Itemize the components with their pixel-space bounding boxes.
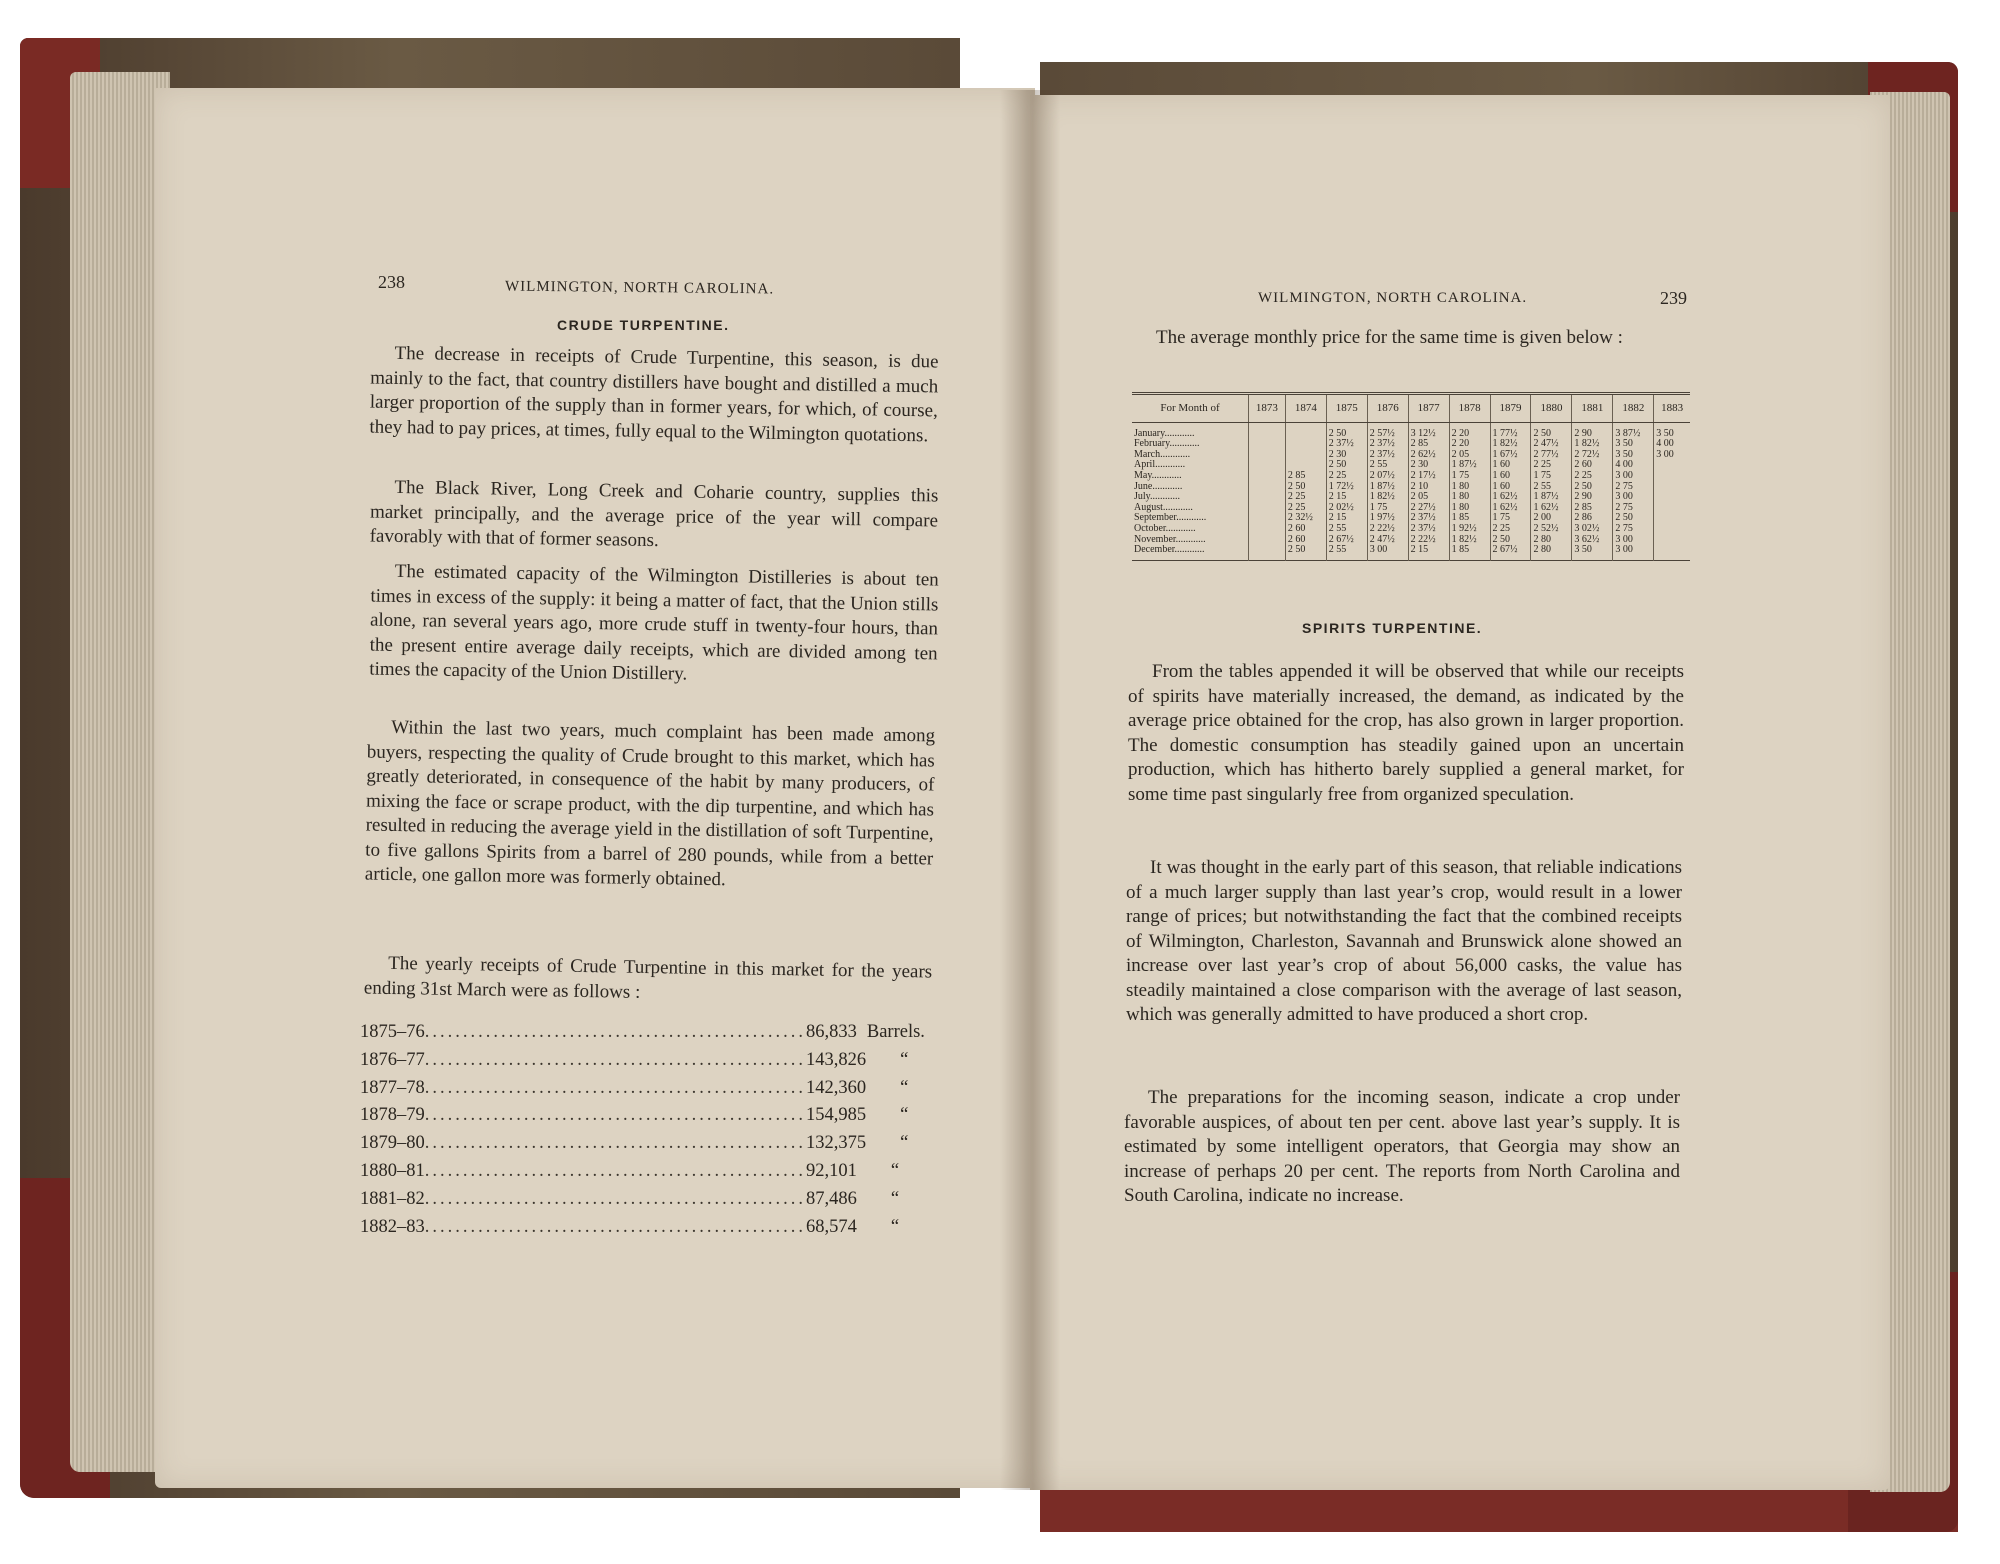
- table-cell: 2 05: [1449, 450, 1490, 461]
- table-cell: 3 00: [1613, 545, 1654, 560]
- table-month-cell: September............: [1132, 513, 1249, 524]
- table-cell: 1 85: [1449, 513, 1490, 524]
- dot-leader: ..................................................: [424, 1077, 806, 1098]
- table-cell: 3 50: [1613, 439, 1654, 450]
- table-cell: 2 86: [1572, 513, 1613, 524]
- right-section-title: SPIRITS TURPENTINE.: [1302, 620, 1483, 636]
- table-cell: [1249, 482, 1286, 493]
- table-cell: 1 85: [1449, 545, 1490, 560]
- table-cell: 1 97½: [1367, 513, 1408, 524]
- table-header-row: [1132, 394, 1690, 423]
- table-cell: 2 85: [1285, 471, 1326, 482]
- table-cell: [1249, 524, 1286, 535]
- receipts-unit: “: [900, 1049, 909, 1070]
- table-header: 1880: [1531, 394, 1572, 423]
- table-cell: 2 10: [1408, 482, 1449, 493]
- receipts-year: 1877–78: [360, 1077, 425, 1098]
- table-cell: 2 60: [1285, 535, 1326, 546]
- receipts-amount: 92,101: [806, 1160, 857, 1181]
- table-cell: 3 62½: [1572, 535, 1613, 546]
- table-cell: 2 25: [1285, 503, 1326, 514]
- left-paragraph-5: The yearly receipts of Crude Turpentine in this market for the years ending 31st March were as follows :: [363, 952, 933, 1003]
- table-cell: 2 25: [1490, 524, 1531, 535]
- table-cell: 1 92½: [1449, 524, 1490, 535]
- table-cell: 1 80: [1449, 482, 1490, 493]
- table-month-cell: October............: [1132, 524, 1249, 535]
- receipts-amount: 87,486: [806, 1188, 857, 1209]
- table-cell: 3 00: [1613, 535, 1654, 546]
- receipts-unit: Barrels.: [866, 1022, 925, 1042]
- table-cell: 1 82½: [1572, 439, 1613, 450]
- table-cell: 1 80: [1449, 503, 1490, 514]
- table-cell: 3 00: [1613, 492, 1654, 503]
- table-month-cell: December............: [1132, 545, 1249, 560]
- dot-leader: ..................................................: [424, 1188, 806, 1209]
- table-cell: 2 80: [1531, 535, 1572, 546]
- table-cell: 2 47½: [1367, 535, 1408, 546]
- receipts-year: 1875–76: [360, 1022, 425, 1042]
- table-cell: 2 85: [1572, 503, 1613, 514]
- table-cell: 3 00: [1656, 448, 1674, 460]
- table-cell: 2 32½: [1285, 513, 1326, 524]
- right-paragraph-1: From the tables appended it will be observed that while our receipts of spirits have materially increased, the demand, as indicated by the average price obtained for the crop, has also grown in larger proportion. The domestic consumption has steadily gained upon an uncertain production, which has hitherto barely supplied a general market, for some time past singularly free from organized speculation.: [1128, 661, 1684, 805]
- table-cell: [1249, 535, 1286, 546]
- table-cell: 2 50: [1531, 422, 1572, 439]
- table-header: 1879: [1490, 394, 1531, 423]
- table-cell: 1 87½: [1449, 460, 1490, 471]
- table-cell: 3 00: [1613, 471, 1654, 482]
- table-cell: [1249, 492, 1286, 503]
- table-row: [1132, 471, 1690, 482]
- receipts-amount: 142,360: [806, 1077, 867, 1098]
- table-cell: 4 00: [1613, 460, 1654, 471]
- table-cell: 1 75: [1449, 471, 1490, 482]
- table-cell: 2 25: [1531, 460, 1572, 471]
- table-cell: 2 50: [1490, 535, 1531, 546]
- right-paragraph-2: It was thought in the early part of this season, that reliable indications of a much larger supply than last year’s crop, would result in a lower range of prices; but notwithstanding the fact that the combined receipts of Wilmington, Charleston, Savannah and Brunswick alone showed an increase over last year’s crop of about 56,000 casks, the value has steadily maintained a close comparison with the average of last season, which was generally admitted to have produced a short crop.: [1126, 857, 1682, 1025]
- table-cell: 1 75: [1367, 503, 1408, 514]
- table-row: [1132, 524, 1690, 535]
- receipts-unit: “: [890, 1216, 900, 1237]
- table-cell: 2 50: [1285, 545, 1326, 560]
- table-cell: 2 47½: [1531, 439, 1572, 450]
- table-cell: [1249, 513, 1286, 524]
- receipts-row: [360, 1050, 920, 1078]
- table-cell: 2 27½: [1408, 503, 1449, 514]
- table-header: 1878: [1449, 394, 1490, 423]
- table-cell: 4 00: [1656, 438, 1674, 450]
- receipts-row: [360, 1189, 920, 1217]
- table-cell: [1654, 524, 1690, 535]
- table-cell: 2 60: [1285, 524, 1326, 535]
- table-header: 1874: [1285, 394, 1326, 423]
- table-cell: 2 15: [1326, 513, 1367, 524]
- table-cell: 1 60: [1490, 471, 1531, 482]
- table-month-cell: July............: [1132, 492, 1249, 503]
- table-cell: 2 17½: [1408, 471, 1449, 482]
- table-cell: [1654, 535, 1690, 546]
- table-cell: [1249, 471, 1286, 482]
- receipts-row: [360, 1161, 920, 1189]
- table-cell: 1 75: [1531, 471, 1572, 482]
- dot-leader: ..................................................: [424, 1105, 806, 1126]
- table-cell: 2 25: [1326, 471, 1367, 482]
- dot-leader: ..................................................: [424, 1049, 806, 1070]
- dot-leader: ..................................................: [424, 1216, 806, 1237]
- receipts-unit: “: [890, 1188, 900, 1209]
- table-cell: [1654, 482, 1690, 493]
- table-cell: 1 67½: [1490, 450, 1531, 461]
- table-cell: 2 37½: [1408, 513, 1449, 524]
- right-running-head: WILMINGTON, NORTH CAROLINA.: [1258, 290, 1528, 306]
- table-header: 1877: [1408, 394, 1449, 423]
- table-cell: 2 20: [1449, 439, 1490, 450]
- table-cell: [1654, 545, 1690, 560]
- table-cell: 2 25: [1285, 492, 1326, 503]
- table-cell: 2 55: [1367, 460, 1408, 471]
- table-cell: 2 25: [1572, 471, 1613, 482]
- table-month-cell: April............: [1132, 460, 1249, 471]
- table-cell: 3 02½: [1572, 524, 1613, 535]
- table-cell: 3 50: [1613, 450, 1654, 461]
- table-cell: 1 62½: [1490, 492, 1531, 503]
- table-cell: 1 87½: [1367, 482, 1408, 493]
- receipts-unit: “: [900, 1105, 909, 1126]
- table-cell: 2 37½: [1367, 439, 1408, 450]
- table-cell: 3 00: [1367, 545, 1408, 560]
- table-cell: 3 50: [1656, 427, 1674, 439]
- table-cell: 1 60: [1490, 460, 1531, 471]
- receipts-year: 1881–82: [360, 1188, 425, 1209]
- table-cell: [1249, 439, 1286, 450]
- table-cell: 2 75: [1613, 524, 1654, 535]
- table-cell: 2 75: [1613, 482, 1654, 493]
- table-cell: 1 62½: [1490, 503, 1531, 514]
- table-cell: 2 75: [1613, 503, 1654, 514]
- table-month-cell: June............: [1132, 482, 1249, 493]
- table-cell: 2 60: [1572, 460, 1613, 471]
- table-cell: 2 37½: [1408, 524, 1449, 535]
- receipts-unit: “: [890, 1160, 900, 1181]
- table-cell: 2 05: [1408, 492, 1449, 503]
- receipts-row: [360, 1022, 925, 1050]
- table-cell: [1285, 439, 1326, 450]
- table-header: 1881: [1572, 394, 1613, 423]
- table-month-cell: January............: [1132, 422, 1249, 439]
- table-cell: [1249, 545, 1286, 560]
- receipts-amount: 143,826: [806, 1049, 867, 1070]
- receipts-amount: 68,574: [806, 1216, 857, 1237]
- table-cell: [1654, 492, 1690, 503]
- table-cell: 2 15: [1408, 545, 1449, 560]
- table-cell: 3 87½: [1613, 422, 1654, 439]
- table-cell: [1249, 503, 1286, 514]
- table-cell: [1654, 471, 1690, 482]
- table-cell: 2 50: [1572, 482, 1613, 493]
- dot-leader: ..................................................: [424, 1133, 806, 1154]
- receipts-unit: “: [900, 1133, 909, 1154]
- table-cell: 2 90: [1572, 422, 1613, 439]
- dot-leader: ..................................................: [424, 1022, 806, 1042]
- left-page-number: 238: [378, 272, 405, 292]
- table-intro: The average monthly price for the same time is given below :: [1156, 327, 1623, 348]
- table-cell: 2 50: [1326, 460, 1367, 471]
- receipts-amount: 86,833: [806, 1022, 857, 1042]
- table-cell: 2 55: [1326, 545, 1367, 560]
- table-body: [1132, 422, 1690, 560]
- monthly-price-table: [1132, 392, 1690, 561]
- table-cell: 2 15: [1326, 492, 1367, 503]
- receipts-amount: 154,985: [806, 1105, 867, 1126]
- receipts-year: 1879–80: [360, 1133, 425, 1154]
- receipts-list: [360, 1022, 925, 1244]
- table-cell: 2 85: [1408, 439, 1449, 450]
- table-cell: 2 50: [1326, 422, 1367, 439]
- table-header: 1882: [1613, 394, 1654, 423]
- table-header: 1875: [1326, 394, 1367, 423]
- table-cell: 2 80: [1531, 545, 1572, 560]
- table-cell: 2 55: [1531, 482, 1572, 493]
- table-cell: 2 90: [1572, 492, 1613, 503]
- receipts-amount: 132,375: [806, 1133, 867, 1154]
- table-cell: 1 77½: [1490, 422, 1531, 439]
- receipts-row: [360, 1133, 920, 1161]
- table-cell: 1 82½: [1490, 439, 1531, 450]
- table-month-cell: March............: [1132, 450, 1249, 461]
- table-cell: [1249, 450, 1286, 461]
- table-cell: 3 12½: [1408, 422, 1449, 439]
- receipts-year: 1880–81: [360, 1160, 425, 1181]
- table-cell: 2 00: [1531, 513, 1572, 524]
- table-cell: 2 37½: [1326, 439, 1367, 450]
- receipts-row: [360, 1078, 920, 1106]
- table-cell: [1285, 450, 1326, 461]
- table-month-cell: August............: [1132, 503, 1249, 514]
- left-paragraph-4: Within the last two years, much complaint has been made among buyers, respecting the quality of Crude brought to this market, which has greatly deteriorated, in consequence of the habit by many producers, of mixing the face or scrape product, with the dip turpentine, and which has resulted in reducing the average yield in the distillation of soft Turpentine, to five gallons Spirits from a barrel of 280 pounds, while from a better article, one gallon more was formerly obtained.: [364, 716, 936, 891]
- table-cell: 2 22½: [1408, 535, 1449, 546]
- left-running-head: WILMINGTON, NORTH CAROLINA.: [504, 278, 775, 298]
- table-cell: 1 82½: [1449, 535, 1490, 546]
- table-cell: 2 20: [1449, 422, 1490, 439]
- table-cell: [1654, 460, 1690, 471]
- table-month-cell: May............: [1132, 471, 1249, 482]
- table-month-cell: November............: [1132, 535, 1249, 546]
- table-cell: 2 50: [1613, 513, 1654, 524]
- table-cell: 2 57½: [1367, 422, 1408, 439]
- table-cell: 2 30: [1326, 450, 1367, 461]
- right-page-number: 239: [1660, 288, 1687, 308]
- table-cell: 1 75: [1490, 513, 1531, 524]
- left-paragraph-1: The decrease in receipts of Crude Turpentine, this season, is due mainly to the fact, that country distillers have bought and distilled a much larger proportion of the supply than in former years, for which, of course, they had to pay prices, at times, fully equal to the Wilmington quotations.: [369, 342, 939, 446]
- table-header: For Month of: [1132, 394, 1249, 423]
- table-row: [1132, 422, 1690, 439]
- table-cell: [1654, 503, 1690, 514]
- table-cell: [1654, 513, 1690, 524]
- table-cell: 1 72½: [1326, 482, 1367, 493]
- table-row: [1132, 545, 1690, 560]
- table-cell: 1 82½: [1367, 492, 1408, 503]
- receipts-year: 1878–79: [360, 1105, 425, 1126]
- table-cell: 2 50: [1285, 482, 1326, 493]
- right-paragraph-3: The preparations for the incoming season, indicate a crop under favorable auspices, of about ten per cent. above last year’s supply. It is estimated by some intelligent operators, that Georgia may show an increase of perhaps 20 per cent. The reports from North Carolina and South Carolina, indicate no increase.: [1124, 1087, 1680, 1206]
- table-cell: 2 07½: [1367, 471, 1408, 482]
- receipts-year: 1876–77: [360, 1049, 425, 1070]
- table-cell: 3 50: [1572, 545, 1613, 560]
- table-cell: 1 60: [1490, 482, 1531, 493]
- table-cell: 1 80: [1449, 492, 1490, 503]
- table-cell: 1 62½: [1531, 503, 1572, 514]
- receipts-row: [360, 1217, 920, 1245]
- table-cell: [1249, 422, 1286, 439]
- table-cell: 2 37½: [1367, 450, 1408, 461]
- table-cell: 1 87½: [1531, 492, 1572, 503]
- receipts-unit: “: [900, 1077, 909, 1098]
- table-cell: 2 02½: [1326, 503, 1367, 514]
- receipts-year: 1882–83: [360, 1216, 425, 1237]
- table-cell: 2 67½: [1326, 535, 1367, 546]
- left-paragraph-2: The Black River, Long Creek and Coharie country, supplies this market principally, and the average price of the year will compare favorably with that of former seasons.: [369, 476, 939, 552]
- left-section-title: CRUDE TURPENTINE.: [557, 317, 730, 333]
- table-cell: [1285, 422, 1326, 439]
- table-cell: 2 55: [1326, 524, 1367, 535]
- dot-leader: ..................................................: [424, 1160, 806, 1181]
- table-header: 1873: [1249, 394, 1286, 423]
- left-paragraph-3: The estimated capacity of the Wilmington Distilleries is about ten times in excess of the supply: it being a matter of fact, that the Union stills alone, ran several years ago, more crude stuff in twenty-four hours, than the present entire average daily receipts, which are divided among ten times the capacity of the Union Distillery.: [369, 560, 939, 685]
- table-cell: 2 22½: [1367, 524, 1408, 535]
- table-header: 1883: [1654, 394, 1690, 423]
- table-header: 1876: [1367, 394, 1408, 423]
- table-cell: 2 30: [1408, 460, 1449, 471]
- table-cell: 2 52½: [1531, 524, 1572, 535]
- table-cell: [1249, 460, 1286, 471]
- table-cell: 2 72½: [1572, 450, 1613, 461]
- table-cell: 2 77½: [1531, 450, 1572, 461]
- receipts-row: [360, 1105, 920, 1133]
- book-gutter: [1000, 90, 1060, 1490]
- table-cell: 2 62½: [1408, 450, 1449, 461]
- table-month-cell: February............: [1132, 439, 1249, 450]
- table-cell: 2 67½: [1490, 545, 1531, 560]
